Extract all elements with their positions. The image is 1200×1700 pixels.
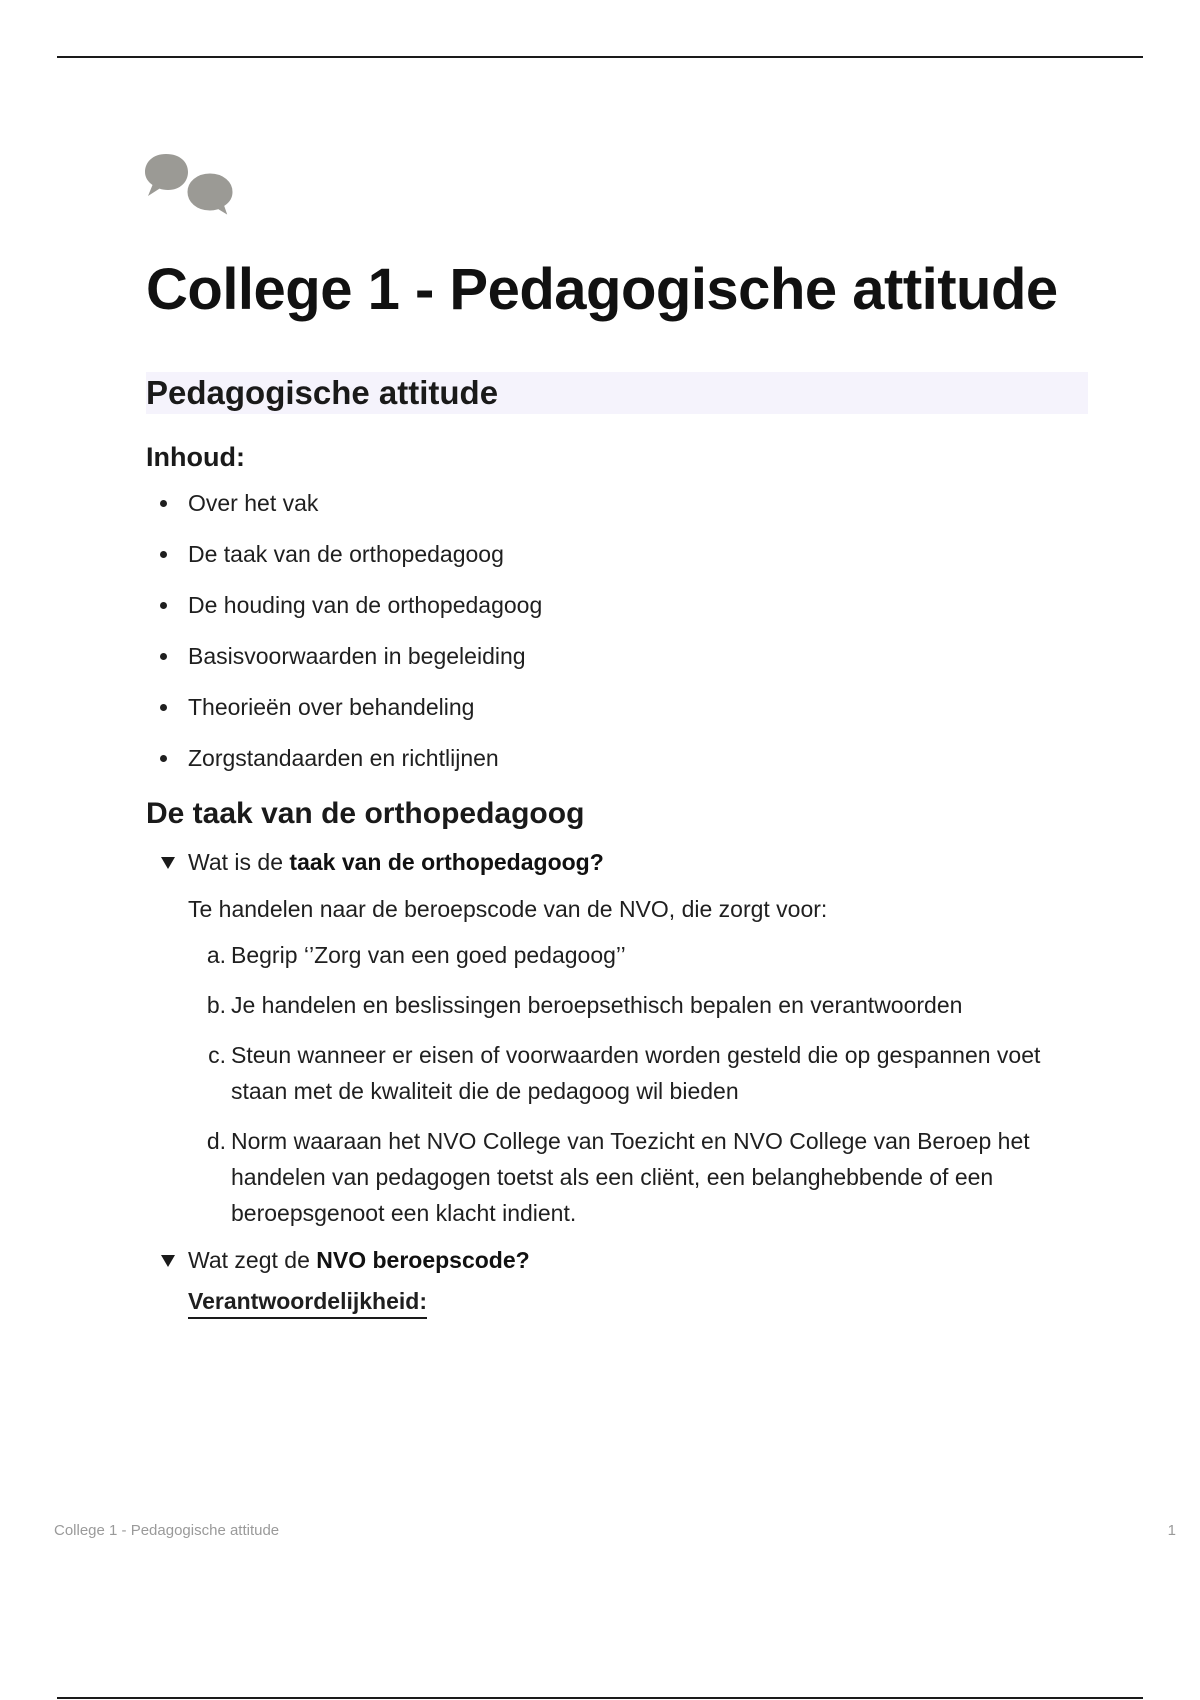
- page-content: [146, 150, 1088, 1319]
- responsibility-heading: Verantwoordelijkheid:: [188, 1285, 427, 1319]
- top-rule: [57, 56, 1143, 58]
- section-heading: Pedagogische attitude: [146, 372, 1088, 414]
- list-item: b. Je handelen en beslissingen beroepsethisch bepalen en verantwoorden: [206, 992, 963, 1018]
- footer-title: College 1 - Pedagogische attitude: [54, 1522, 280, 1539]
- alpha-list: [188, 937, 1088, 1231]
- toggle-prefix: Wat zegt de: [188, 1247, 317, 1273]
- bullet-dot-icon: [160, 653, 167, 660]
- list-item: De taak van de orthopedagoog: [146, 539, 1088, 569]
- toggle-bold-text: taak van de orthopedagoog?: [289, 849, 604, 875]
- bullet-dot-icon: [160, 551, 167, 558]
- bullet-dot-icon: [160, 704, 167, 711]
- task-heading: De taak van de orthopedagoog: [146, 797, 585, 830]
- toggle-triangle-icon[interactable]: [161, 1255, 175, 1267]
- toggle-triangle-icon[interactable]: [161, 857, 175, 869]
- bullet-dot-icon: [160, 602, 167, 609]
- list-item: Zorgstandaarden en richtlijnen: [146, 743, 1088, 773]
- toggle-nvo-code-body: [146, 1275, 1088, 1319]
- list-item: Theorieën over behandeling: [146, 692, 1088, 722]
- footer-page-number: 1: [1167, 1522, 1176, 1539]
- contents-heading: Inhoud:: [146, 442, 245, 472]
- toggle-bold-text: NVO beroepscode?: [316, 1247, 530, 1273]
- speech-bubbles-icon: [144, 150, 240, 228]
- bullet-dot-icon: [160, 755, 167, 762]
- toggle-nvo-code[interactable]: [146, 1245, 1088, 1275]
- bullet-dot-icon: [160, 500, 167, 507]
- bottom-rule: [57, 1697, 1143, 1699]
- list-item: d. Norm waaraan het NVO College van Toezicht en NVO College van Beroep het handelen van pedagogen toetst als een cliënt, een belanghebbende of een beroepsgenoot een klacht indient.: [206, 1128, 1030, 1226]
- toggle-task-body: [146, 891, 1088, 1231]
- list-item: c. Steun wanneer er eisen of voorwaarden worden gesteld die op gespannen voet staan met de kwaliteit die de pedagoog wil bieden: [208, 1042, 1041, 1104]
- toggle-prefix: Wat is de: [188, 849, 290, 875]
- contents-list: [146, 488, 1088, 773]
- list-item: Basisvoorwaarden in begeleiding: [146, 641, 1088, 671]
- list-item: a. Begrip ‘’Zorg van een goed pedagoog’’: [206, 942, 626, 968]
- list-item: De houding van de orthopedagoog: [146, 590, 1088, 620]
- page-title: College 1 - Pedagogische attitude: [146, 257, 1058, 322]
- list-item: Over het vak: [146, 488, 1088, 518]
- toggle-intro: Te handelen naar de beroepscode van de NVO, die zorgt voor:: [188, 896, 828, 922]
- toggle-task[interactable]: [146, 847, 1088, 877]
